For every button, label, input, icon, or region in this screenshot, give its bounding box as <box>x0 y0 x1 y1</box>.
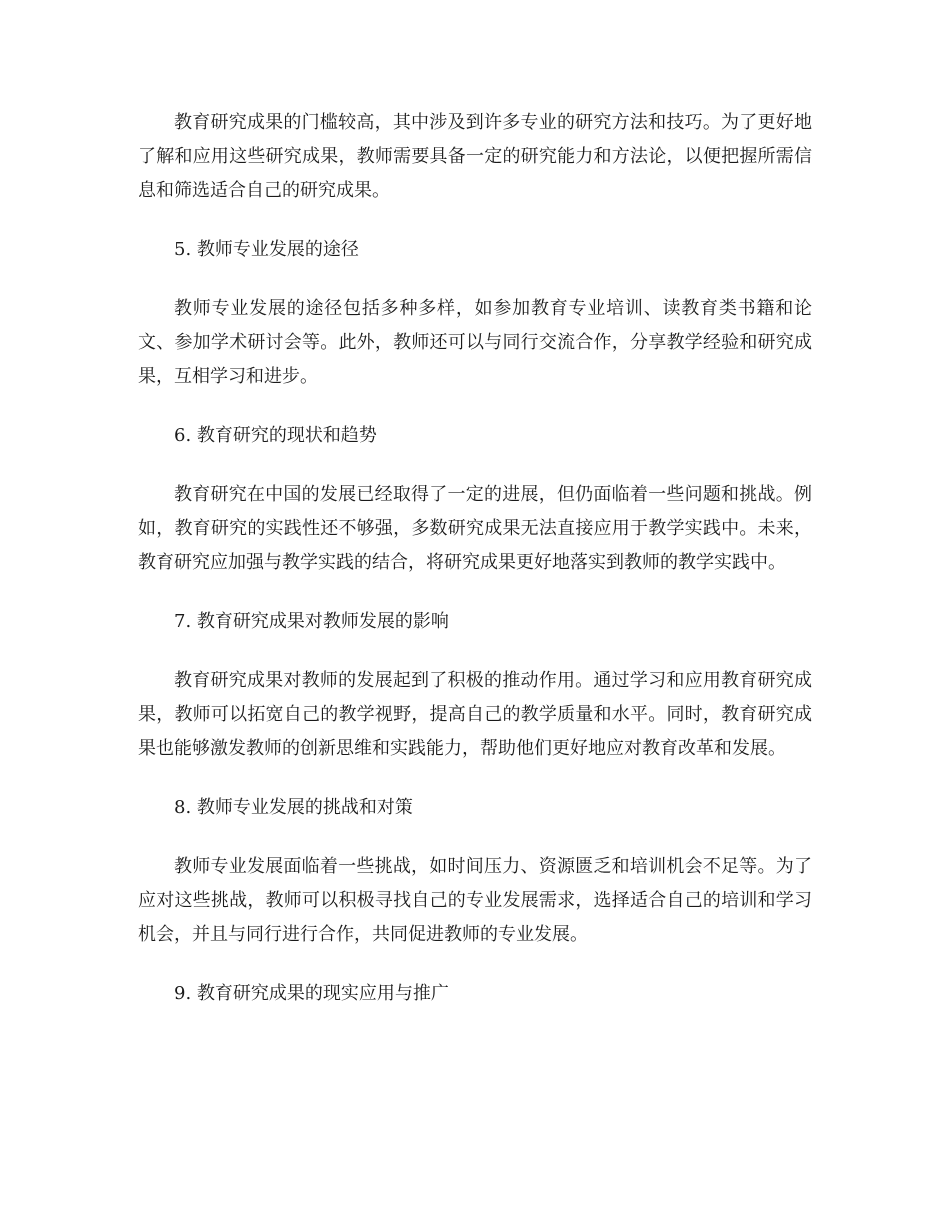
heading-section-7: 7. 教育研究成果对教师发展的影响 <box>174 611 449 632</box>
heading-section-8: 8. 教师专业发展的挑战和对策 <box>174 797 413 818</box>
paragraph-challenges: 教师专业发展面临着一些挑战，如时间压力、资源匮乏和培训机会不足等。为了应对这些挑战，教师可以积极寻找自己的专业发展需求，选择适合自己的培训和学习机会，并且与同行进行合作，共同促进教师的专业发展。 <box>138 856 812 945</box>
heading-section-9: 9. 教育研究成果的现实应用与推广 <box>174 983 449 1004</box>
heading-section-5: 5. 教师专业发展的途径 <box>174 239 359 260</box>
paragraph-research-status: 教育研究在中国的发展已经取得了一定的进展，但仍面临着一些问题和挑战。例如，教育研究的实践性还不够强，多数研究成果无法直接应用于教学实践中。未来，教育研究应加强与教学实践的结合，将研究成果更好地落实到教师的教学实践中。 <box>138 484 812 573</box>
paragraph-research-impact: 教育研究成果对教师的发展起到了积极的推动作用。通过学习和应用教育研究成果，教师可以拓宽自己的教学视野，提高自己的教学质量和水平。同时，教育研究成果也能够激发教师的创新思维和实践能力，帮助他们更好地应对教育改革和发展。 <box>138 670 812 759</box>
paragraph-research-threshold: 教育研究成果的门槛较高，其中涉及到许多专业的研究方法和技巧。为了更好地了解和应用这些研究成果，教师需要具备一定的研究能力和方法论，以便把握所需信息和筛选适合自己的研究成果。 <box>138 112 812 201</box>
paragraph-development-paths: 教师专业发展的途径包括多种多样，如参加教育专业培训、读教育类书籍和论文、参加学术研讨会等。此外，教师还可以与同行交流合作，分享教学经验和研究成果，互相学习和进步。 <box>138 298 812 387</box>
document-body <box>138 106 812 1036</box>
heading-section-6: 6. 教育研究的现状和趋势 <box>174 425 377 446</box>
